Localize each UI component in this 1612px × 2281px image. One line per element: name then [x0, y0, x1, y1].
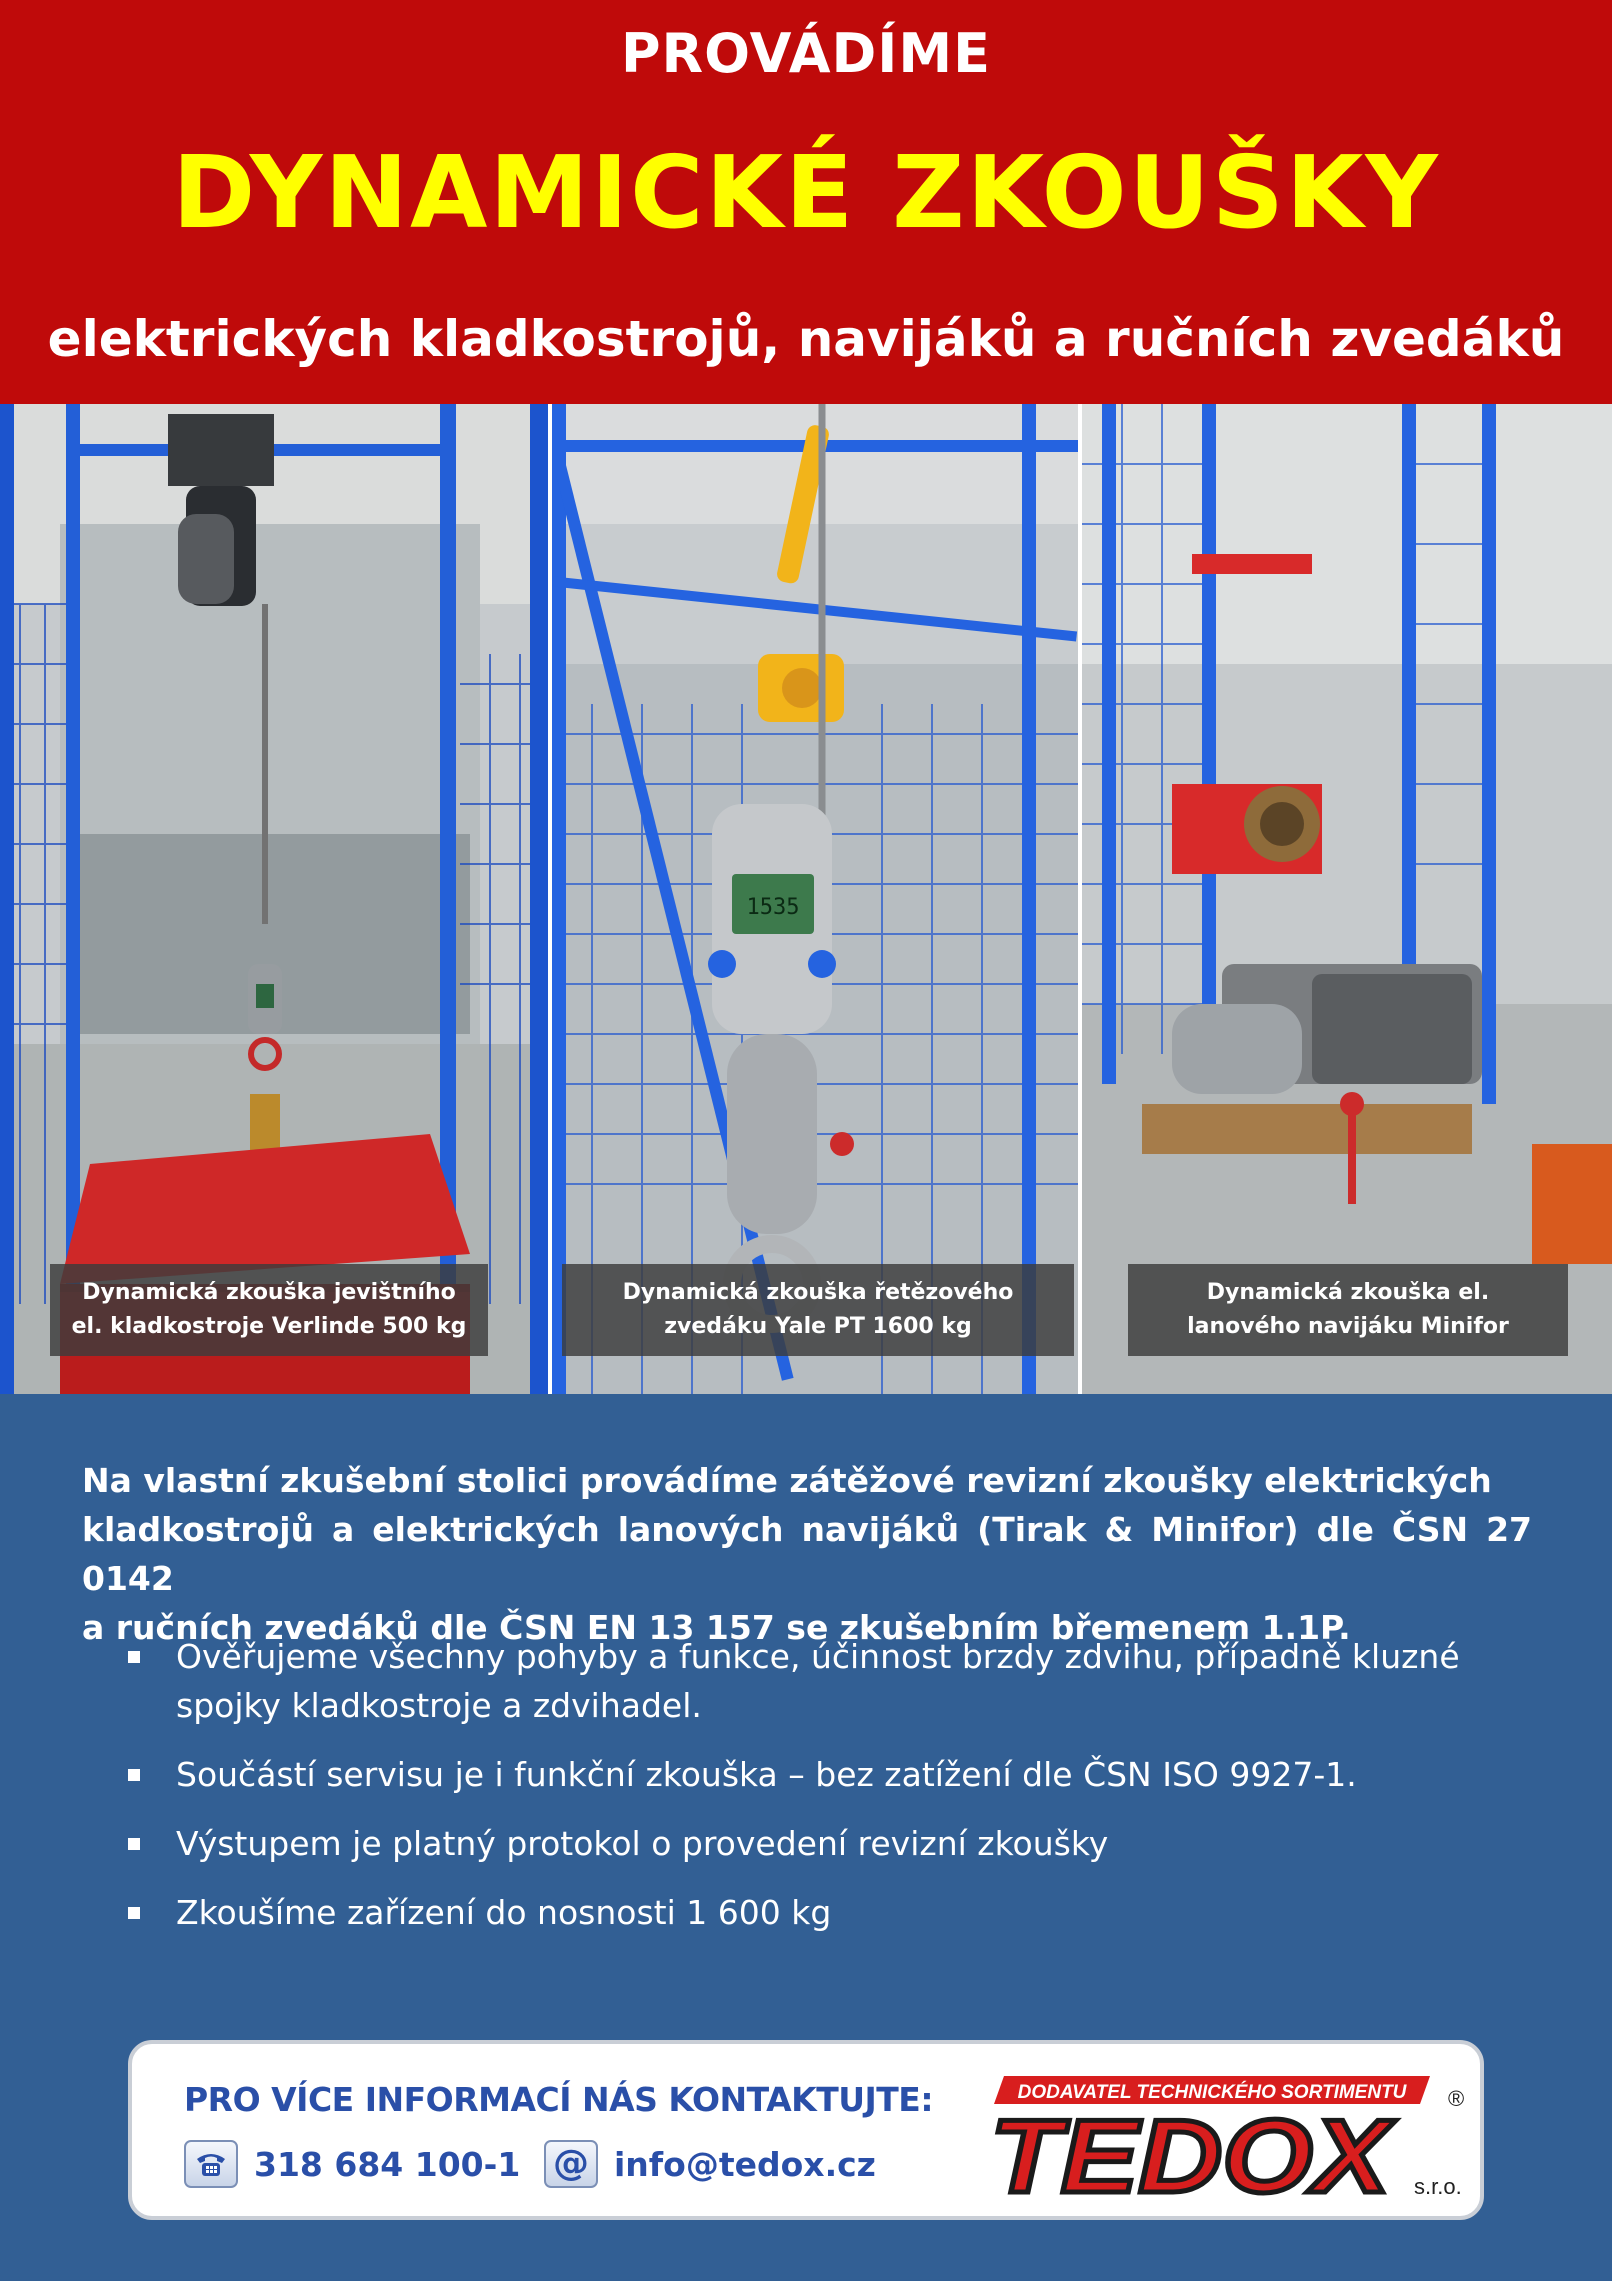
list-item: Výstupem je platný protokol o provedení revizní zkoušky — [120, 1819, 1540, 1868]
lead-line: Na vlastní zkušební stolici provádíme zátěžové revizní zkoušky elektrických — [82, 1461, 1492, 1500]
photo-caption: Dynamická zkouška řetězového zvedáku Yale PT 1600 kg — [562, 1264, 1074, 1356]
list-item: Zkoušíme zařízení do nosnosti 1 600 kg — [120, 1888, 1540, 1937]
telephone-icon — [184, 2140, 238, 2188]
phone-number[interactable]: 318 684 100-1 — [254, 2144, 521, 2184]
photo-chain-hoist-yale — [552, 404, 1078, 1394]
lead-paragraph — [82, 1456, 1532, 1652]
contact-title: PRO VÍCE INFORMACÍ NÁS KONTAKTUJTE: — [184, 2080, 934, 2119]
tedox-logo — [974, 2070, 1474, 2210]
svg-text:DODAVATEL TECHNICKÉHO SORTIMEN: DODAVATEL TECHNICKÉHO SORTIMENTU — [1017, 2082, 1407, 2103]
list-item: Součástí servisu je i funkční zkouška – bez zatížení dle ČSN ISO 9927-1. — [120, 1750, 1540, 1799]
svg-text:s.r.o.: s.r.o. — [1414, 2174, 1462, 2199]
photo-winch-minifor — [1082, 404, 1612, 1394]
header-subtitle: elektrických kladkostrojů, navijáků a ručních zvedáků — [47, 310, 1565, 368]
header-main-title: DYNAMICKÉ ZKOUŠKY — [172, 134, 1440, 251]
scale-display: 1535 — [746, 895, 800, 920]
list-item: Ověřujeme všechny pohyby a funkce, účinnost brzdy zdvihu, případně kluzné spojky kladkostroje a zdvihadel. — [120, 1632, 1540, 1730]
svg-text:TEDOX: TEDOX — [990, 2099, 1397, 2210]
photo-strip — [0, 404, 1612, 1394]
lead-line: kladkostrojů a elektrických lanových navijáků (Tirak & Minifor) dle ČSN 27 0142 — [82, 1510, 1532, 1598]
photo-hoist-verlinde — [0, 404, 548, 1394]
bullet-square-icon — [128, 1651, 140, 1663]
bullet-square-icon — [128, 1838, 140, 1850]
photo-caption: Dynamická zkouška jevištního el. kladkostroje Verlinde 500 kg — [50, 1264, 488, 1356]
bullet-square-icon — [128, 1907, 140, 1919]
at-sign-icon: @ — [544, 2140, 598, 2188]
contact-email[interactable] — [544, 2140, 876, 2188]
lead-line: a ručních zvedáků dle ČSN EN 13 157 se zkušebním břemenem 1.1P. — [82, 1608, 1351, 1647]
svg-text:®: ® — [1448, 2086, 1465, 2111]
feature-list — [120, 1632, 1540, 1957]
header-top-line: PROVÁDÍME — [620, 22, 992, 85]
header-banner — [0, 0, 1612, 404]
bullet-square-icon — [128, 1769, 140, 1781]
photo-caption: Dynamická zkouška el. lanového navijáku Minifor — [1128, 1264, 1568, 1356]
email-address[interactable]: info@tedox.cz — [614, 2144, 876, 2184]
contact-box — [128, 2040, 1484, 2220]
contact-phone[interactable] — [184, 2140, 520, 2188]
